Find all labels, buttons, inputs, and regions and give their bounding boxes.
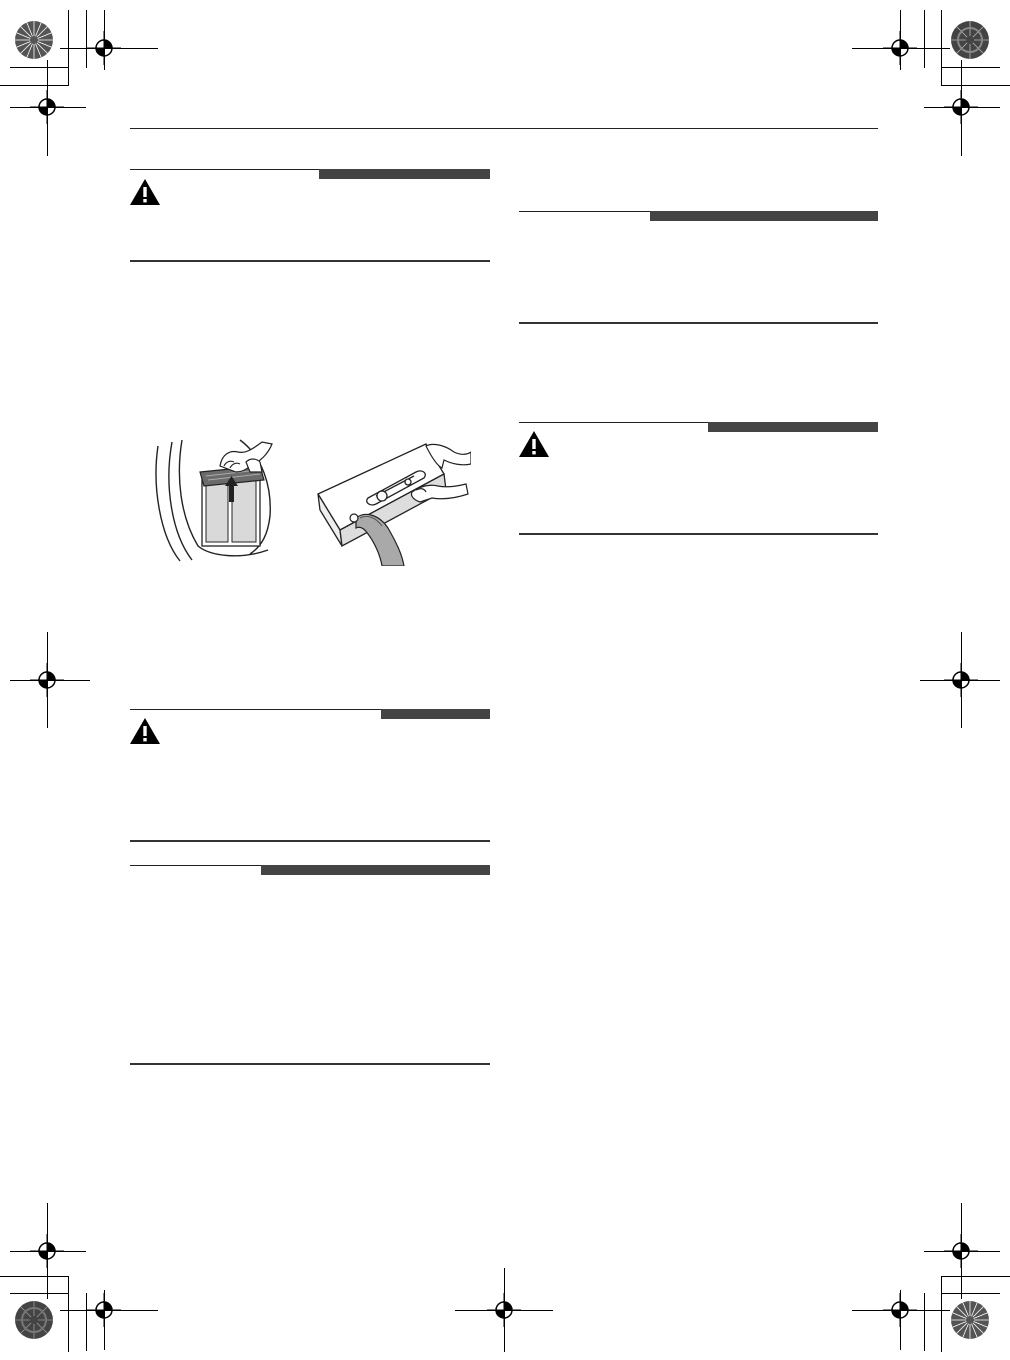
registration-mark-icon — [87, 1293, 121, 1327]
crop-mark — [924, 10, 925, 68]
section-bottom-rule — [130, 840, 490, 842]
lint-filter-rinsing-illustration — [316, 438, 471, 566]
crop-mark — [942, 1293, 1000, 1294]
registration-mark-icon — [883, 31, 917, 65]
section-header-bar — [381, 709, 490, 719]
registration-mark-icon — [87, 31, 121, 65]
color-calibration-disc-icon — [14, 20, 54, 60]
crop-mark — [68, 1276, 69, 1352]
crop-mark — [942, 67, 1000, 68]
warning-triangle-icon — [129, 178, 161, 206]
registration-mark-icon — [30, 90, 64, 124]
warning-triangle-icon — [129, 717, 161, 745]
color-calibration-disc-icon — [14, 1300, 54, 1340]
header-rule — [130, 128, 878, 129]
section-header-bar — [319, 169, 490, 179]
section-bottom-rule — [130, 260, 490, 262]
color-calibration-disc-icon — [950, 20, 990, 60]
crop-mark — [941, 85, 1010, 86]
section-header-bar — [650, 211, 878, 221]
registration-mark-icon — [944, 90, 978, 124]
color-calibration-disc-icon — [950, 1300, 990, 1340]
section-header-bar — [708, 422, 878, 432]
crop-mark — [941, 1276, 1010, 1277]
registration-mark-icon — [487, 1293, 521, 1327]
crop-mark — [0, 85, 68, 86]
crop-mark — [0, 1276, 68, 1277]
crop-mark — [10, 1293, 68, 1294]
section-bottom-rule — [519, 533, 878, 535]
registration-mark-icon — [30, 663, 64, 697]
registration-mark-icon — [944, 1234, 978, 1268]
crop-mark — [924, 1293, 925, 1351]
crop-mark — [10, 67, 68, 68]
section-bottom-rule — [130, 1063, 490, 1065]
registration-mark-icon — [883, 1293, 917, 1327]
registration-mark-icon — [30, 1234, 64, 1268]
section-header-bar — [261, 865, 490, 875]
warning-triangle-icon — [518, 430, 550, 458]
section-bottom-rule — [519, 322, 878, 324]
lint-filter-removal-illustration — [150, 436, 275, 564]
crop-mark — [941, 1276, 942, 1352]
registration-mark-icon — [944, 663, 978, 697]
